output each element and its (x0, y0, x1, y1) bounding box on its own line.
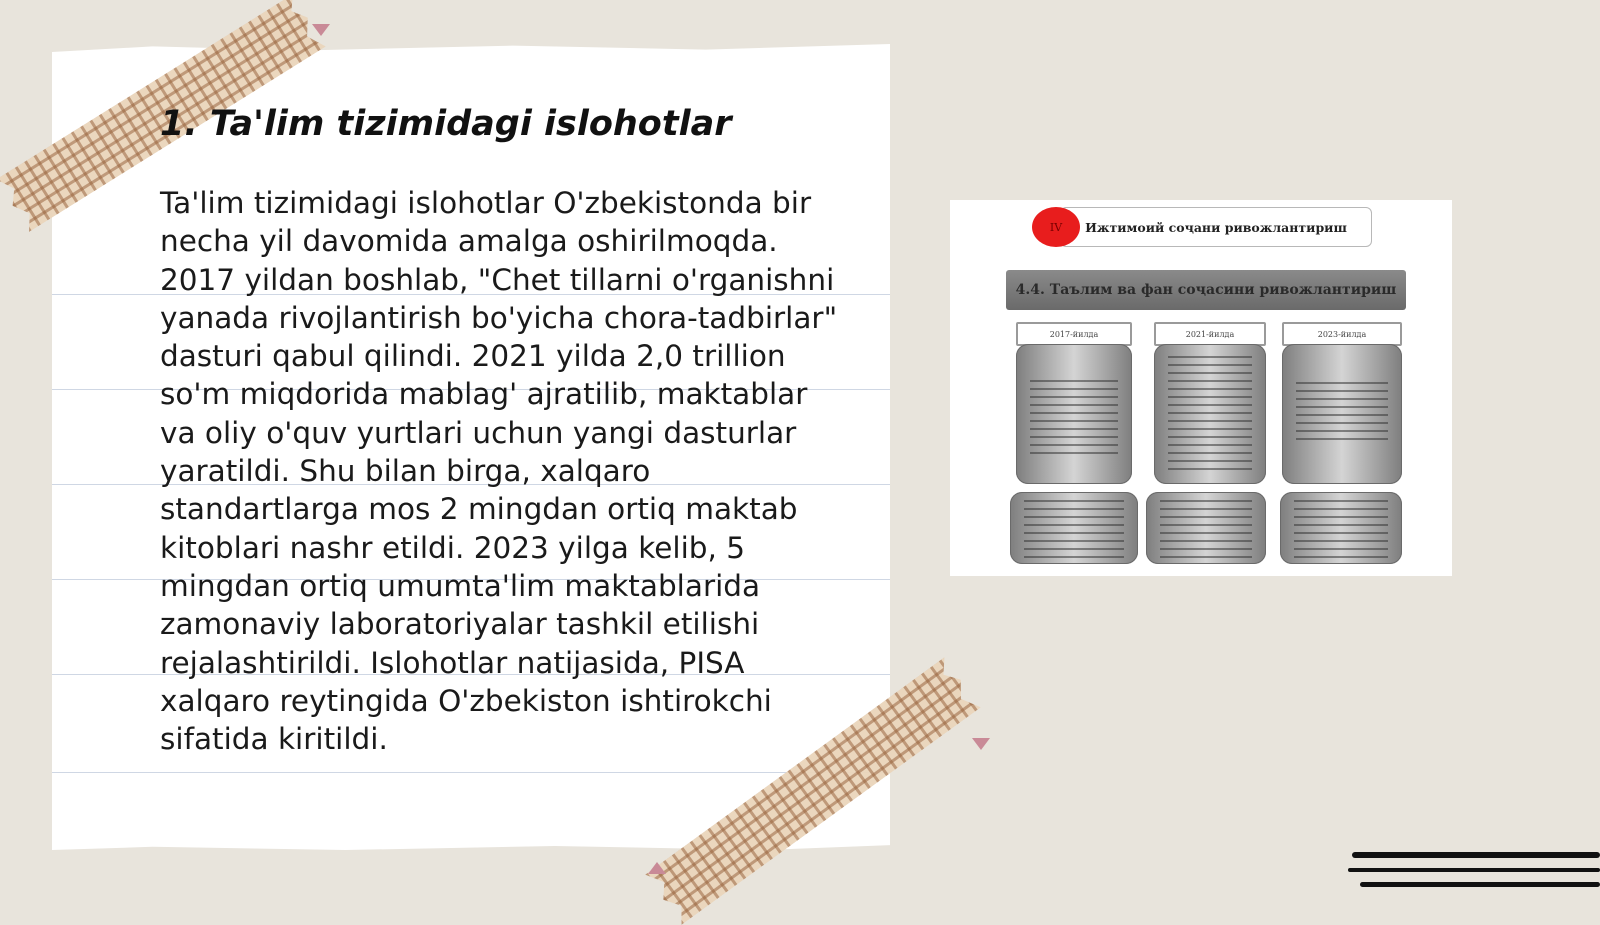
pin-icon (648, 862, 666, 874)
pin-icon (312, 24, 330, 36)
infographic-box (1146, 492, 1266, 564)
slide-body-text: Ta'lim tizimidagi islohotlar O'zbekistonda bir necha yil davomida amalga oshirilmoqda. 2017 yildan boshlab, "Chet tillarni o'rganishni yanada rivojlantirish bo'yicha chora-tadbirlar" dasturi qabul qilindi. 2021 yilda 2,0 trillion so'm miqdorida mablag' ajratilib, maktablar va oliy o'quv yurtlari uchun yangi dasturlar yaratildi. Shu bilan birga, xalqaro standartlarga mos 2 mingdan ortiq maktab kitoblari nashr etildi. 2023 yilga kelib, 5 mingdan ortiq umumta'lim maktablarida zamonaviy laboratoriyalar tashkil etilishi rejalashtirildi. Islohotlar natijasida, PISA xalqaro reytingida O'zbekiston ishtirokchi sifatida kiritildi. (160, 186, 838, 757)
pin-icon (972, 738, 990, 750)
infographic-box (1010, 492, 1138, 564)
infographic-column-heading: 2017-йилда (1016, 322, 1132, 346)
infographic-badge: IV (1032, 207, 1080, 247)
brush-stroke-decoration (1352, 852, 1600, 858)
infographic-banner: 4.4. Таълим ва фан соҷасини ривожлантириш (1006, 270, 1406, 310)
infographic-box (1280, 492, 1402, 564)
paper-rule-line (52, 772, 890, 773)
infographic-box (1016, 344, 1132, 484)
infographic-column-heading: 2021-йилда (1154, 322, 1266, 346)
infographic-image (950, 200, 1452, 576)
infographic-box (1282, 344, 1402, 484)
brush-stroke-decoration (1348, 868, 1600, 872)
infographic-column-heading: 2023-йилда (1282, 322, 1402, 346)
slide-title: 1. Ta'lim tizimidagi islohotlar (160, 104, 732, 144)
infographic-header: Ижтимоий соҷани ривожлантириш (1060, 207, 1372, 247)
infographic-box (1154, 344, 1266, 484)
brush-stroke-decoration (1360, 882, 1600, 887)
